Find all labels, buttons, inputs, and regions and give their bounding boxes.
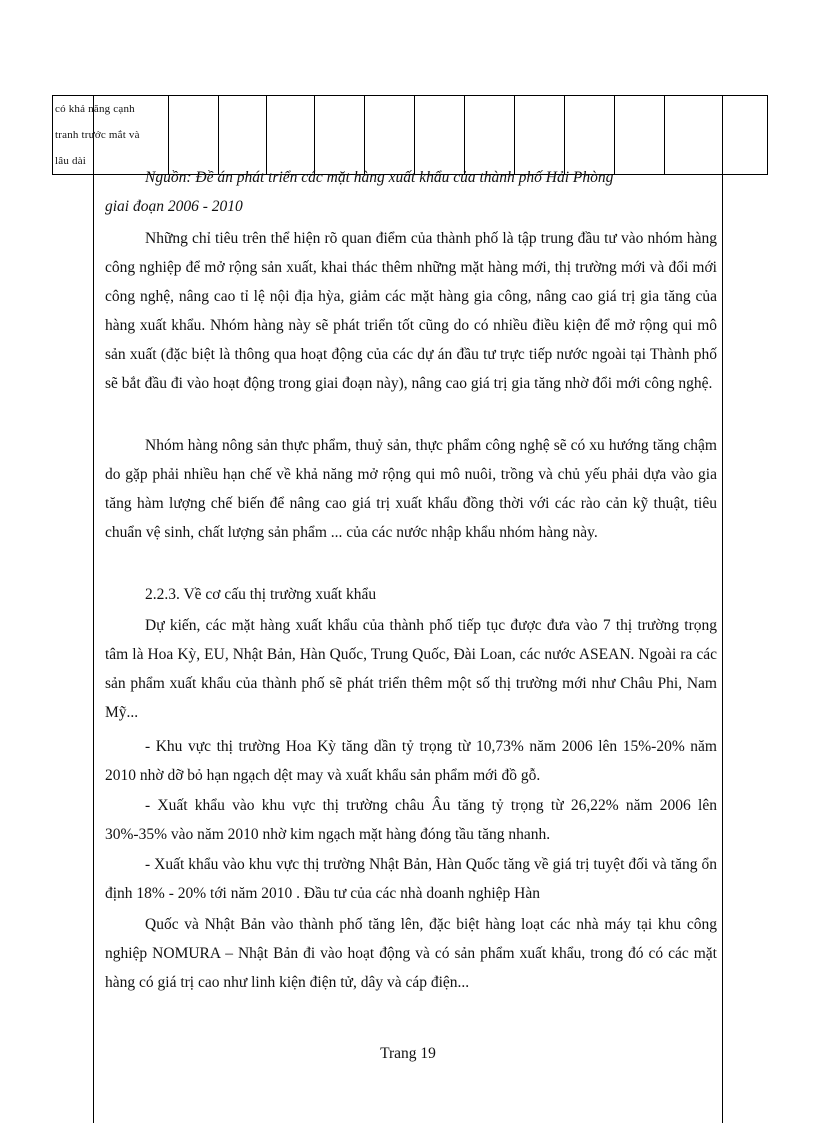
bullet-us-market: - Khu vực thị trường Hoa Kỳ tăng dần tỷ trọng từ 10,73% năm 2006 lên 15%-20% năm 2010 nhờ dỡ bỏ hạn ngạch dệt may và xuất khẩu sản phẩm mới đồ gỗ. xyxy=(105,738,717,784)
paragraph-agriculture: Nhóm hàng nông sản thực phẩm, thuỷ sản, thực phẩm công nghệ sẽ có xu hướng tăng chậm do gặp phải nhiều hạn chế về khả năng mở rộng qui mô nuôi, trồng và chủ yếu phải dựa vào gia tăng hàm lượng chế biến để nâng cao giá trị xuất khẩu đồng thời với các rào cản kỹ thuật, tiêu chuẩn vệ sinh, chất lượng sản phẩm ... của các nước nhập khẩu nhóm hàng này. xyxy=(105,437,717,541)
section-heading: 2.2.3. Về cơ cấu thị trường xuất khẩu xyxy=(145,586,377,603)
paragraph-markets: Dự kiến, các mặt hàng xuất khẩu của thành phố tiếp tục được đưa vào 7 thị trường trọng tâm là Hoa Kỳ, EU, Nhật Bản, Hàn Quốc, Trung Quốc, Đài Loan, các nước ASEAN. Ngoài ra các sản phẩm xuất khẩu của thành phố sẽ phát triển thêm một số thị trường mới như Châu Phi, Nam Mỹ... xyxy=(105,617,717,721)
page-number: Trang 19 xyxy=(380,1045,436,1062)
frame-left-line xyxy=(93,95,94,1123)
cell-line-3: lâu dài xyxy=(55,155,87,167)
table-cell xyxy=(723,96,768,175)
source-note xyxy=(105,163,717,221)
bullet-eu-market: - Xuất khẩu vào khu vực thị trường châu Âu tăng tỷ trọng từ 26,22% năm 2006 lên 30%-35% vào năm 2010 nhờ kim ngạch mặt hàng đóng tầu tăng nhanh. xyxy=(105,797,717,843)
source-line-2: giai đoạn 2006 - 2010 xyxy=(105,198,243,215)
source-line-1: Nguồn: Đề án phát triển các mặt hàng xuất khẩu của thành phố Hải Phòng xyxy=(145,169,614,186)
frame-right-line xyxy=(722,95,723,1123)
bullet-japan-korea-market: - Xuất khẩu vào khu vực thị trường Nhật Bản, Hàn Quốc tăng về giá trị tuyệt đối và tăng ổn định 18% - 20% tới năm 2010 . Đầu tư của các nhà doanh nghiệp Hàn xyxy=(105,856,717,902)
paragraph-priorities: Những chỉ tiêu trên thể hiện rõ quan điểm của thành phố là tập trung đầu tư vào nhóm hàng công nghiệp để mở rộng sản xuất, khai thác thêm những mặt hàng mới, thị trường mới và đổi mới công nghệ, nâng cao tỉ lệ nội địa hỳa, giảm các mặt hàng gia công, nâng cao giá trị gia tăng của hàng xuất khẩu. Nhóm hàng này sẽ phát triển tốt cũng do có nhiều điều kiện để mở rộng qui mô sản xuất (đặc biệt là thông qua hoạt động của các dự án đầu tư trực tiếp nước ngoài tại Thành phố sẽ bắt đầu đi vào hoạt động trong giai đoạn này), nâng cao giá trị gia tăng nhờ đổi mới công nghệ. xyxy=(105,230,717,392)
cell-line-1: có khả năng cạnh xyxy=(55,103,135,115)
cell-line-2: tranh trước mắt và xyxy=(55,129,140,141)
paragraph-investment: Quốc và Nhật Bản vào thành phố tăng lên, đặc biệt hàng loạt các nhà máy tại khu công nghiệp NOMURA – Nhật Bản đi vào hoạt động và có sản phẩm xuất khẩu, trong đó có các mặt hàng có giá trị cao như linh kiện điện tử, dây và cáp điện... xyxy=(105,916,717,991)
